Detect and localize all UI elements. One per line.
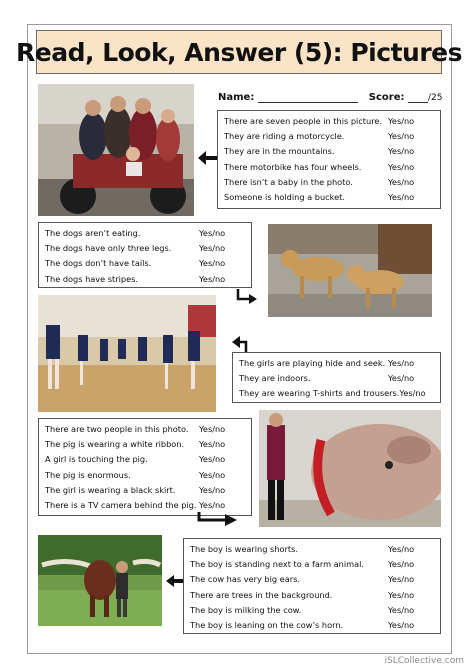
yes-no-answer[interactable]: Yes/no <box>199 500 226 511</box>
question-text: The dogs don’t have tails. <box>45 258 152 269</box>
yes-no-answer[interactable]: Yes/no <box>388 358 415 368</box>
question-row <box>224 175 434 190</box>
question-text: The girl is wearing a black skirt. <box>45 484 176 495</box>
pig-photo <box>259 410 441 527</box>
yes-no-answer[interactable]: Yes/no <box>388 604 415 615</box>
question-text: They are riding a motorcycle. <box>224 131 345 142</box>
name-label: Name: <box>218 92 255 103</box>
yes-no-answer[interactable]: Yes/no <box>388 192 415 203</box>
question-box-3 <box>232 352 441 403</box>
worksheet-title-box <box>16 30 462 74</box>
question-row <box>45 272 245 287</box>
question-text: The girls are playing hide and seek. <box>239 358 386 368</box>
yes-no-answer[interactable]: Yes/no <box>388 373 415 384</box>
question-row <box>45 437 245 452</box>
yes-no-answer[interactable]: Yes/no <box>199 454 226 465</box>
question-row <box>239 371 434 386</box>
yes-no-answer[interactable]: Yes/no <box>388 620 415 631</box>
question-list <box>45 422 245 513</box>
yes-no-answer[interactable]: Yes/no <box>399 388 426 399</box>
yes-no-answer[interactable]: Yes/no <box>388 589 415 600</box>
question-row <box>190 603 434 618</box>
question-text: They are wearing T-shirts and trousers. <box>239 388 400 399</box>
question-row <box>224 144 434 159</box>
yes-no-answer[interactable]: Yes/no <box>388 146 415 157</box>
boy-cow-photo <box>38 535 162 626</box>
question-box-1 <box>217 110 441 209</box>
question-text: There motorbike has four wheels. <box>224 161 362 172</box>
question-text: There are trees in the background. <box>190 589 333 600</box>
yes-no-answer[interactable]: Yes/no <box>199 243 226 254</box>
yes-no-answer[interactable]: Yes/no <box>388 574 415 585</box>
dancers-photo <box>38 295 216 412</box>
question-row <box>190 572 434 587</box>
yes-no-answer[interactable]: Yes/no <box>199 469 226 480</box>
question-row <box>45 241 245 256</box>
yes-no-answer[interactable]: Yes/no <box>388 131 415 142</box>
question-row <box>224 190 434 205</box>
name-blank[interactable] <box>258 102 358 103</box>
score-total: /25 <box>427 93 443 103</box>
yes-no-answer[interactable]: Yes/no <box>199 258 226 269</box>
worksheet-title: Read, Look, Answer (5): Pictures <box>16 37 462 67</box>
question-row <box>190 542 434 557</box>
question-row <box>190 557 434 572</box>
dogs-photo <box>268 224 432 317</box>
question-list <box>224 114 434 205</box>
question-text: There are two people in this photo. <box>45 424 189 434</box>
yes-no-answer[interactable]: Yes/no <box>388 544 415 554</box>
yes-no-answer[interactable]: Yes/no <box>199 484 226 495</box>
question-box-5 <box>183 538 441 634</box>
question-text: The pig is enormous. <box>45 469 131 480</box>
question-row <box>239 386 434 401</box>
arrow-down-right-icon <box>236 289 258 305</box>
score-label: Score: <box>368 92 405 103</box>
arrow-up-left-icon <box>232 336 254 352</box>
question-text: A girl is touching the pig. <box>45 454 148 465</box>
question-row <box>224 114 434 129</box>
question-text: The boy is milking the cow. <box>190 604 302 615</box>
yes-no-answer[interactable]: Yes/no <box>388 559 415 570</box>
question-row <box>45 256 245 271</box>
question-text: The boy is wearing shorts. <box>190 544 298 554</box>
yes-no-answer[interactable]: Yes/no <box>388 116 415 126</box>
yes-no-answer[interactable]: Yes/no <box>199 273 226 284</box>
question-text: There isn’t a baby in the photo. <box>224 176 353 187</box>
yes-no-answer[interactable]: Yes/no <box>199 439 226 450</box>
question-text: The dogs have stripes. <box>45 273 139 284</box>
question-text: They are in the mountains. <box>224 146 335 157</box>
question-text: The boy is leaning on the cow’s horn. <box>190 620 344 631</box>
question-row <box>45 452 245 467</box>
question-row <box>45 226 245 241</box>
question-list <box>190 542 434 633</box>
question-list <box>239 356 434 402</box>
question-box-2 <box>38 222 252 288</box>
score-blank[interactable] <box>408 102 428 103</box>
question-list <box>45 226 245 287</box>
question-row <box>45 483 245 498</box>
question-text: The pig is wearing a white ribbon. <box>45 439 185 450</box>
question-text: There is a TV camera behind the pig. <box>45 500 197 511</box>
yes-no-answer[interactable]: Yes/no <box>199 228 226 238</box>
question-text: There are seven people in this picture. <box>224 116 383 126</box>
yes-no-answer[interactable]: Yes/no <box>388 161 415 172</box>
question-row <box>45 498 245 513</box>
question-text: The cow has very big ears. <box>190 574 300 585</box>
question-row <box>190 588 434 603</box>
question-text: The dogs aren’t eating. <box>45 228 141 238</box>
question-row <box>190 618 434 633</box>
question-text: The dogs have only three legs. <box>45 243 172 254</box>
yes-no-answer[interactable]: Yes/no <box>388 176 415 187</box>
arrow-right-icon <box>197 512 237 528</box>
yes-no-answer[interactable]: Yes/no <box>199 424 226 434</box>
question-text: They are indoors. <box>239 373 311 384</box>
question-text: The boy is standing next to a farm animal. <box>190 559 365 570</box>
name-score-line <box>218 92 442 103</box>
question-row <box>239 356 434 371</box>
question-row <box>45 468 245 483</box>
question-row <box>224 160 434 175</box>
question-box-4 <box>38 418 252 516</box>
motorcycle-family-photo <box>38 84 194 216</box>
question-row <box>45 422 245 437</box>
question-row <box>224 129 434 144</box>
question-text: Someone is holding a bucket. <box>224 192 345 203</box>
footer-watermark: iSLCollective.com <box>384 656 464 666</box>
